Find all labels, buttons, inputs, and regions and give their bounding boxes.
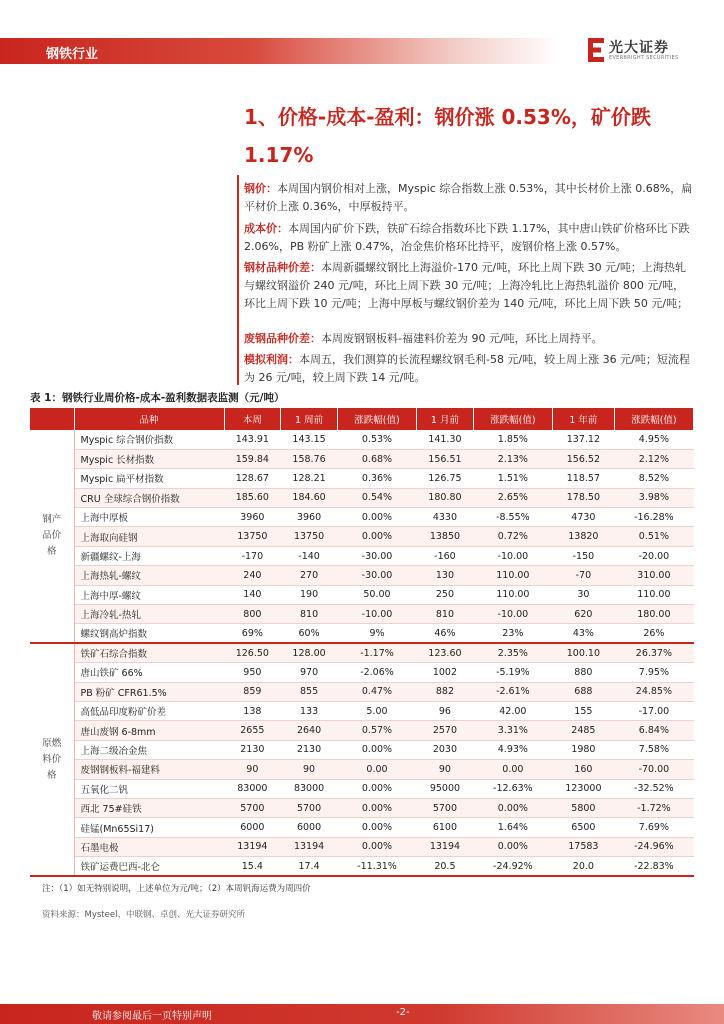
table-cell-item: 硅锰(Mn65Si17) — [74, 818, 224, 837]
table-header-cell: 涨跌幅(值) — [337, 408, 416, 430]
group-label-line: 格 — [46, 769, 57, 781]
table-cell-value: 100.10 — [552, 643, 614, 662]
table-row — [30, 527, 694, 546]
table-cell-value: 2485 — [552, 721, 614, 740]
paragraph-simulated-profit — [244, 351, 694, 387]
table-group-label — [30, 643, 74, 876]
table-cell-value: 90 — [224, 760, 281, 779]
table-cell-value: 128.67 — [224, 469, 281, 488]
table-cell-value: 90 — [281, 760, 338, 779]
table-cell-value: 123.60 — [417, 643, 474, 662]
table-cell-value: 882 — [417, 682, 474, 701]
table-cell-value: 90 — [417, 760, 474, 779]
table-cell-item: 螺纹钢高炉指数 — [74, 624, 224, 643]
table-cell-value: 810 — [417, 605, 474, 624]
table-row — [30, 798, 694, 817]
table-cell-value: 800 — [224, 605, 281, 624]
table-cell-value: 13850 — [417, 527, 474, 546]
table-cell-value: 688 — [552, 682, 614, 701]
table-header-cell: 1 年前 — [552, 408, 614, 430]
table-cell-value: -1.72% — [614, 798, 693, 817]
paragraph-scrap-spread — [244, 330, 694, 348]
table-cell-value: 0.51% — [614, 527, 693, 546]
table-cell-value: 859 — [224, 682, 281, 701]
table-cell-value: 3960 — [281, 508, 338, 527]
table-cell-value: 2130 — [224, 740, 281, 759]
table-cell-value: 24.85% — [614, 682, 693, 701]
brand-name: 光大证券 — [609, 40, 669, 56]
table-cell-value: 0.47% — [337, 682, 416, 701]
table-cell-value: -22.83% — [614, 857, 693, 876]
table-cell-value: 46% — [417, 624, 474, 643]
table-cell-value: 950 — [224, 663, 281, 682]
table-cell-value: -17.00 — [614, 701, 693, 720]
table-cell-value: -20.00 — [614, 546, 693, 565]
table-row — [30, 449, 694, 468]
table-cell-value: 69% — [224, 624, 281, 643]
table-cell-value: 20.0 — [552, 857, 614, 876]
table-row — [30, 546, 694, 565]
table-cell-value: 95000 — [417, 779, 474, 798]
table-cell-value: 5700 — [281, 798, 338, 817]
table-cell-value: 2030 — [417, 740, 474, 759]
table-note: 注：（1）如无特别说明，上述单位为元/吨；（2）本周钒海运费为周四价 — [42, 884, 311, 894]
table-cell-value: 0.00% — [337, 508, 416, 527]
table-cell-value: -12.63% — [473, 779, 552, 798]
table-row — [30, 818, 694, 837]
table-cell-value: 60% — [281, 624, 338, 643]
table-cell-value: 118.57 — [552, 469, 614, 488]
table-row — [30, 857, 694, 876]
table-cell-value: 0.72% — [473, 527, 552, 546]
paragraph-text: 本周废钢钢板料-福建料价差为 90 元/吨，环比上周持平。 — [321, 332, 603, 345]
table-cell-value: 0.00% — [337, 779, 416, 798]
table-cell-value: 0.00% — [337, 740, 416, 759]
table-header-cell: 1 月前 — [417, 408, 474, 430]
table-cell-value: 0.53% — [337, 430, 416, 449]
table-cell-item: 铁矿石综合指数 — [74, 643, 224, 662]
table-cell-value: 6.84% — [614, 721, 693, 740]
table-row — [30, 488, 694, 507]
table-cell-item: 石墨电极 — [74, 837, 224, 856]
paragraph-label: 成本价： — [244, 222, 288, 235]
table-cell-value: 1002 — [417, 663, 474, 682]
table-cell-value: 13194 — [281, 837, 338, 856]
brand-logo — [588, 36, 688, 66]
group-label-line: 品价 — [42, 530, 62, 542]
table-cell-value: 0.00 — [473, 760, 552, 779]
table-row — [30, 566, 694, 585]
table-cell-value: 6100 — [417, 818, 474, 837]
table-cell-item: 新疆螺纹-上海 — [74, 546, 224, 565]
table-cell-value: 0.68% — [337, 449, 416, 468]
table-cell-value: 141.30 — [417, 430, 474, 449]
table-cell-value: -170 — [224, 546, 281, 565]
section-label: 钢铁行业 — [46, 47, 99, 62]
table-cell-value: 5700 — [224, 798, 281, 817]
table-cell-item: CRU 全球综合钢价指数 — [74, 488, 224, 507]
table-cell-value: -70 — [552, 566, 614, 585]
table-cell-value: 4.93% — [473, 740, 552, 759]
table-cell-value: -16.28% — [614, 508, 693, 527]
table-cell-value: 855 — [281, 682, 338, 701]
table-header-cell: 品种 — [74, 408, 224, 430]
table-cell-value: 23% — [473, 624, 552, 643]
table-cell-item: 上海热轧-螺纹 — [74, 566, 224, 585]
table-cell-value: 83000 — [224, 779, 281, 798]
table-cell-value: 2570 — [417, 721, 474, 740]
table-cell-value: 310.00 — [614, 566, 693, 585]
table-cell-value: 180.80 — [417, 488, 474, 507]
table-cell-item: 上海中厚-螺纹 — [74, 585, 224, 604]
table-cell-value: 155 — [552, 701, 614, 720]
table-cell-value: -2.61% — [473, 682, 552, 701]
paragraph-text: 本周国内钢价相对上涨，Myspic 综合指数上涨 0.53%，其中长材价上涨 0.68%，扁平材价上涨 0.36%，中厚板持平。 — [244, 182, 693, 213]
table-cell-value: 6000 — [281, 818, 338, 837]
table-cell-value: 42.00 — [473, 701, 552, 720]
table-cell-value: 184.60 — [281, 488, 338, 507]
table-cell-value: -2.06% — [337, 663, 416, 682]
table-cell-value: 143.91 — [224, 430, 281, 449]
table-cell-item: 上海二级冶金焦 — [74, 740, 224, 759]
table-cell-value: 2.35% — [473, 643, 552, 662]
table-cell-value: 1.51% — [473, 469, 552, 488]
table-row — [30, 643, 694, 662]
group-label-line: 格 — [46, 546, 57, 558]
table-cell-value: 0.00% — [337, 818, 416, 837]
table-cell-value: 17583 — [552, 837, 614, 856]
table-cell-value: -140 — [281, 546, 338, 565]
table-cell-value: 13750 — [224, 527, 281, 546]
table-cell-value: 0.36% — [337, 469, 416, 488]
table-cell-value: 250 — [417, 585, 474, 604]
group-label-line: 钢产 — [42, 514, 62, 526]
footer-disclaimer: 敬请参阅最后一页特别声明 — [92, 1011, 212, 1022]
table-cell-value: 880 — [552, 663, 614, 682]
table-row — [30, 508, 694, 527]
table-row — [30, 701, 694, 720]
table-cell-value: -24.96% — [614, 837, 693, 856]
table-cell-value: 128.21 — [281, 469, 338, 488]
table-cell-value: 20.5 — [417, 857, 474, 876]
table-cell-value: -30.00 — [337, 546, 416, 565]
table-row — [30, 779, 694, 798]
table-cell-value: 9% — [337, 624, 416, 643]
table-cell-value: 0.54% — [337, 488, 416, 507]
table-cell-value: 110.00 — [473, 585, 552, 604]
table-cell-value: -10.00 — [473, 546, 552, 565]
table-cell-item: Myspic 综合钢价指数 — [74, 430, 224, 449]
table-row — [30, 837, 694, 856]
paragraph-steel-price — [244, 180, 694, 216]
table-header-cell: 涨跌幅(值) — [614, 408, 693, 430]
table-cell-value: 3.98% — [614, 488, 693, 507]
table-cell-value: 13194 — [224, 837, 281, 856]
table-cell-value: 26% — [614, 624, 693, 643]
table-row — [30, 663, 694, 682]
table-cell-value: 2640 — [281, 721, 338, 740]
table-cell-value: -1.17% — [337, 643, 416, 662]
brand-logo-icon — [588, 38, 604, 62]
table-row — [30, 605, 694, 624]
table-cell-value: 810 — [281, 605, 338, 624]
table-cell-value: 0.00% — [337, 527, 416, 546]
table-cell-value: 133 — [281, 701, 338, 720]
table-cell-value: -11.31% — [337, 857, 416, 876]
table-cell-value: 130 — [417, 566, 474, 585]
table-cell-value: -8.55% — [473, 508, 552, 527]
table-cell-item: 唐山铁矿 66% — [74, 663, 224, 682]
table-cell-value: 128.00 — [281, 643, 338, 662]
table-cell-value: 96 — [417, 701, 474, 720]
table-cell-value: 30 — [552, 585, 614, 604]
table-header-cell: 1 周前 — [281, 408, 338, 430]
table-header-row — [30, 408, 694, 430]
page-number: -2- — [396, 1007, 410, 1018]
table-cell-value: 4330 — [417, 508, 474, 527]
table-cell-value: 4.95% — [614, 430, 693, 449]
table-cell-value: 185.60 — [224, 488, 281, 507]
table-cell-value: 190 — [281, 585, 338, 604]
table-cell-value: 0.00 — [337, 760, 416, 779]
table-body — [30, 430, 694, 876]
table-cell-item: 五氧化二钒 — [74, 779, 224, 798]
paragraph-cost-price — [244, 220, 694, 256]
table-cell-value: 43% — [552, 624, 614, 643]
group-label-line: 原燃 — [42, 737, 62, 749]
table-cell-value: 143.15 — [281, 430, 338, 449]
table-header-cell: 涨跌幅(值) — [473, 408, 552, 430]
table-cell-value: 110.00 — [473, 566, 552, 585]
group-label-line: 料价 — [42, 753, 62, 765]
table-cell-value: 8.52% — [614, 469, 693, 488]
table-cell-value: 50.00 — [337, 585, 416, 604]
table-row — [30, 760, 694, 779]
table-cell-item: 铁矿运费巴西-北仑 — [74, 857, 224, 876]
table-cell-value: 26.37% — [614, 643, 693, 662]
table-cell-value: 240 — [224, 566, 281, 585]
table-cell-value: 5.00 — [337, 701, 416, 720]
table-cell-value: -10.00 — [473, 605, 552, 624]
table-group-label — [30, 430, 74, 643]
table-cell-value: -70.00 — [614, 760, 693, 779]
table-cell-value: 7.95% — [614, 663, 693, 682]
table-cell-item: Myspic 长材指数 — [74, 449, 224, 468]
paragraph-accent-bar — [237, 175, 239, 385]
data-source: 资料来源：Mysteel、中联钢、卓创、光大证券研究所 — [42, 910, 245, 920]
table-cell-value: 180.00 — [614, 605, 693, 624]
table-cell-value: 126.50 — [224, 643, 281, 662]
table-cell-value: 140 — [224, 585, 281, 604]
table-cell-item: 上海中厚板 — [74, 508, 224, 527]
table-cell-value: 2655 — [224, 721, 281, 740]
table-cell-value: -10.00 — [337, 605, 416, 624]
table-cell-item: 上海取向硅钢 — [74, 527, 224, 546]
paragraph-label: 钢价： — [244, 182, 277, 195]
table-header-cell: 本周 — [224, 408, 281, 430]
table-cell-value: 13194 — [417, 837, 474, 856]
table-cell-value: 123000 — [552, 779, 614, 798]
table-cell-value: 13820 — [552, 527, 614, 546]
table-cell-value: 2.65% — [473, 488, 552, 507]
table-cell-value: 270 — [281, 566, 338, 585]
table-cell-value: 620 — [552, 605, 614, 624]
table-row — [30, 585, 694, 604]
table-cell-value: 0.00% — [337, 798, 416, 817]
table-cell-value: 138 — [224, 701, 281, 720]
table-cell-item: 西北 75#硅铁 — [74, 798, 224, 817]
table-cell-value: -5.19% — [473, 663, 552, 682]
table-cell-value: 13750 — [281, 527, 338, 546]
table-cell-value: 2130 — [281, 740, 338, 759]
table-cell-item: PB 粉矿 CFR61.5% — [74, 682, 224, 701]
table-cell-item: 上海冷轧-热轧 — [74, 605, 224, 624]
page-heading: 1、价格-成本-盈利：钢价涨 0.53%，矿价跌 1.17% — [244, 105, 651, 167]
table-cell-value: 3960 — [224, 508, 281, 527]
paragraph-text: 本周新疆螺纹钢比上海溢价-170 元/吨，环比上周下跌 30 元/吨；上海热轧与螺纹钢溢价 240 元/吨，环比上周下跌 30 元/吨；上海冷轧比上海热轧溢价 800 元/吨，环比上周下跌 10 元/吨；上海中厚板与螺纹钢价差为 140 元/吨，环比上周下跌 50 元/吨； — [244, 261, 689, 310]
table-cell-value: 159.84 — [224, 449, 281, 468]
table-cell-value: 5700 — [417, 798, 474, 817]
table-cell-item: 废钢钢板料-福建料 — [74, 760, 224, 779]
table-cell-value: 178.50 — [552, 488, 614, 507]
table-cell-item: 唐山废钢 6-8mm — [74, 721, 224, 740]
table-cell-value: 156.52 — [552, 449, 614, 468]
table-cell-item: 高低品印度粉矿价差 — [74, 701, 224, 720]
table-cell-value: -30.00 — [337, 566, 416, 585]
table-row — [30, 721, 694, 740]
table-cell-value: 137.12 — [552, 430, 614, 449]
table-cell-value: 4730 — [552, 508, 614, 527]
table-cell-value: 1.85% — [473, 430, 552, 449]
brand-name-en: EVERBRIGHT SECURITIES — [609, 55, 679, 61]
paragraph-text: 本周国内矿价下跌，铁矿石综合指数环比下跌 1.17%，其中唐山铁矿价格环比下跌 2.06%，PB 粉矿上涨 0.47%，冶金焦价格环比持平，废钢价格上涨 0.57%。 — [244, 222, 690, 253]
table-cell-value: 2.13% — [473, 449, 552, 468]
table-cell-value: 110.00 — [614, 585, 693, 604]
table-cell-value: 5800 — [552, 798, 614, 817]
table-row — [30, 430, 694, 449]
table-cell-value: -24.92% — [473, 857, 552, 876]
table-title: 表 1：钢铁行业周价格-成本-盈利数据表监测（元/吨） — [30, 392, 285, 404]
table-cell-value: 970 — [281, 663, 338, 682]
table-cell-item: Myspic 扁平材指数 — [74, 469, 224, 488]
table-cell-value: 158.76 — [281, 449, 338, 468]
table-cell-value: 0.57% — [337, 721, 416, 740]
table-cell-value: 126.75 — [417, 469, 474, 488]
table-cell-value: 7.69% — [614, 818, 693, 837]
table-cell-value: -160 — [417, 546, 474, 565]
table-cell-value: 1980 — [552, 740, 614, 759]
paragraph-label: 钢材品种价差： — [244, 261, 321, 274]
table-cell-value: 0.00% — [337, 837, 416, 856]
table-row — [30, 469, 694, 488]
table-cell-value: 0.00% — [473, 798, 552, 817]
table-cell-value: 6000 — [224, 818, 281, 837]
table-row — [30, 740, 694, 759]
table-cell-value: 83000 — [281, 779, 338, 798]
table-row — [30, 624, 694, 643]
table-cell-value: -32.52% — [614, 779, 693, 798]
paragraph-label: 废钢品种价差： — [244, 332, 321, 345]
paragraph-label: 模拟利润： — [244, 353, 299, 366]
table-cell-value: 15.4 — [224, 857, 281, 876]
table-cell-value: -150 — [552, 546, 614, 565]
table-row — [30, 682, 694, 701]
table-cell-value: 6500 — [552, 818, 614, 837]
table-cell-value: 0.00% — [473, 837, 552, 856]
table-cell-value: 160 — [552, 760, 614, 779]
table-header-group — [30, 408, 74, 430]
table-cell-value: 156.51 — [417, 449, 474, 468]
table-cell-value: 3.31% — [473, 721, 552, 740]
table-cell-value: 2.12% — [614, 449, 693, 468]
table-cell-value: 7.58% — [614, 740, 693, 759]
table-cell-value: 1.64% — [473, 818, 552, 837]
table-cell-value: 17.4 — [281, 857, 338, 876]
paragraph-text: 本周五，我们测算的长流程螺纹钢毛利-58 元/吨，较上周上涨 36 元/吨；短流程为 26 元/吨，较上周下跌 14 元/吨。 — [244, 353, 690, 384]
paragraph-steel-spread — [244, 259, 694, 313]
price-cost-profit-table — [30, 408, 694, 877]
